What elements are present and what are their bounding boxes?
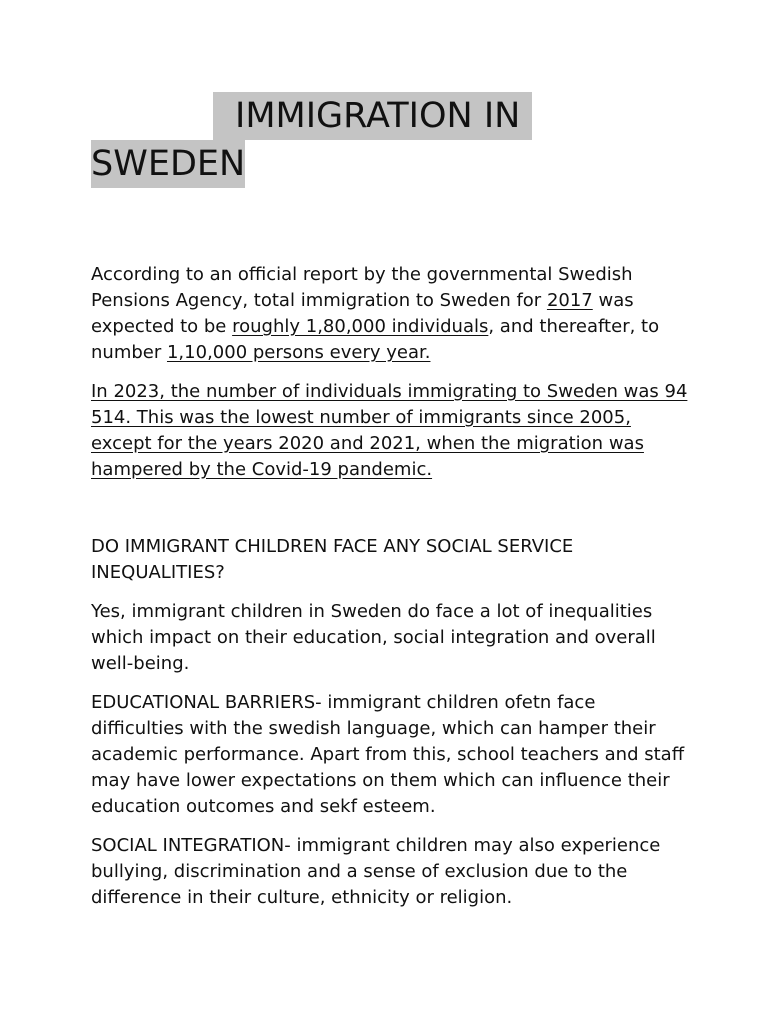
section-heading-inequalities: DO IMMIGRANT CHILDREN FACE ANY SOCIAL SERVICE INEQUALITIES? bbox=[91, 536, 574, 583]
paragraph-2023-statistics: In 2023, the number of individuals immigrating to Sweden was 94 514. This was the lowest number of immigrants since 2005, except for the years 2020 and 2021, when the migration was hampered by the Covid-19 pandemic. bbox=[91, 381, 688, 480]
p1-underlined-estimate: roughly 1,80,000 individuals bbox=[232, 316, 489, 337]
p1-text-a: According to an official report by the governmental Swedish Pensions Agency, total immigration to Sweden for bbox=[91, 264, 633, 311]
title-line-1: IMMIGRATION IN bbox=[213, 92, 532, 140]
p1-text-b: was expected to be bbox=[91, 290, 634, 337]
p1-underlined-annual: 1,10,000 persons every year. bbox=[166, 342, 431, 363]
p1-text-c: , and thereafter, to number bbox=[91, 316, 660, 363]
paragraph-official-report bbox=[91, 262, 691, 366]
document-page bbox=[91, 0, 691, 1024]
paragraph-yes-answer: Yes, immigrant children in Sweden do face a lot of inequalities which impact on their education, social integration and overall well-being. bbox=[91, 601, 656, 674]
document-title bbox=[91, 92, 691, 188]
paragraph-social-integration: SOCIAL INTEGRATION- immigrant children may also experience bullying, discrimination and a sense of exclusion due to the difference in their culture, ethnicity or religion. bbox=[91, 835, 661, 908]
p1-year: 2017 bbox=[546, 290, 593, 311]
title-line-2: SWEDEN bbox=[91, 140, 245, 188]
paragraph-educational-barriers: EDUCATIONAL BARRIERS- immigrant children ofetn face difficulties with the swedish language, which can hamper their academic performance. Apart from this, school teachers and staff may have lower expectations on them which can influence their education outcomes and sekf esteem. bbox=[91, 692, 685, 817]
